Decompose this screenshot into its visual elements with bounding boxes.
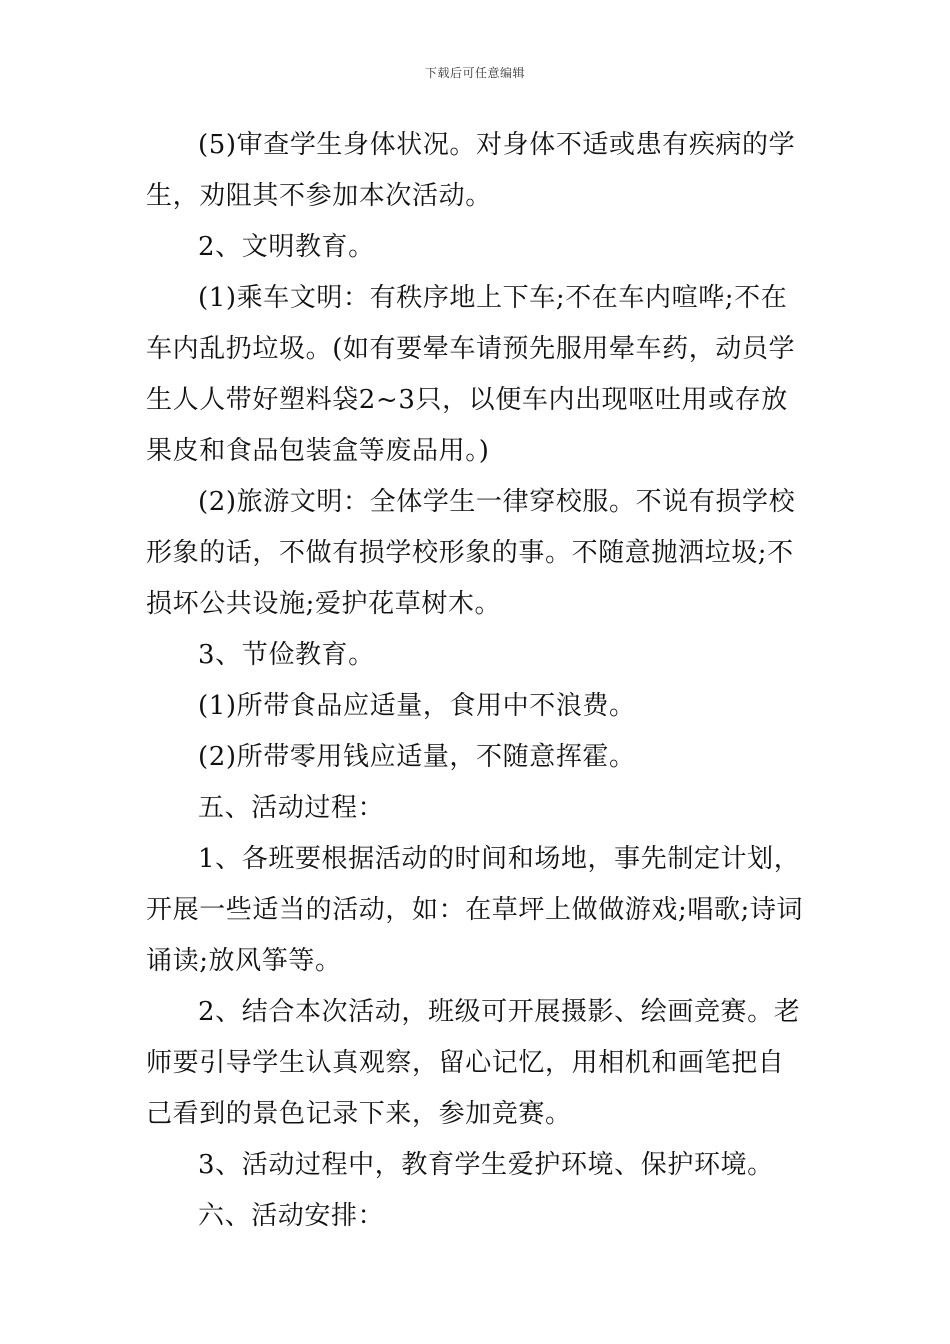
- heading-civility-education: 2、文明教育。: [198, 232, 375, 262]
- paragraph-health-check: (5)审查学生身体状况。对身体不适或患有疾病的学生，劝阻其不参加本次活动。: [146, 130, 796, 211]
- heading-activity-process: 五、活动过程：: [198, 793, 385, 823]
- page-header-note: 下载后可任意编辑: [424, 66, 525, 80]
- document-body: [146, 120, 806, 1242]
- paragraph-class-plans: 1、各班要根据活动的时间和场地，事先制定计划，开展一些适当的活动，如：在草坪上做做游戏;唱歌;诗词诵读;放风筝等。: [146, 844, 804, 976]
- paragraph-bus-civility: (1)乘车文明：有秩序地上下车;不在车内喧哗;不在车内乱扔垃圾。(如有要晕车请预先服用晕车药，动员学生人人带好塑料袋2~3只，以便车内出现呕吐用或存放果皮和食品包装盒等废品用。): [146, 283, 796, 466]
- heading-thrift-education: 3、节俭教育。: [198, 640, 375, 670]
- paragraph-environment: 3、活动过程中，教育学生爱护环境、保护环境。: [198, 1150, 774, 1180]
- paragraph-food-amount: (1)所带食品应适量，食用中不浪费。: [198, 691, 636, 721]
- paragraph-pocket-money: (2)所带零用钱应适量，不随意挥霍。: [198, 742, 636, 772]
- heading-activity-arrangement: 六、活动安排：: [198, 1201, 385, 1231]
- paragraph-photo-drawing-contest: 2、结合本次活动，班级可开展摄影、绘画竞赛。老师要引导学生认真观察，留心记忆，用相机和画笔把自己看到的景色记录下来，参加竞赛。: [146, 997, 801, 1129]
- paragraph-travel-civility: (2)旅游文明：全体学生一律穿校服。不说有损学校形象的话，不做有损学校形象的事。不随意抛洒垃圾;不损坏公共设施;爱护花草树木。: [146, 487, 796, 619]
